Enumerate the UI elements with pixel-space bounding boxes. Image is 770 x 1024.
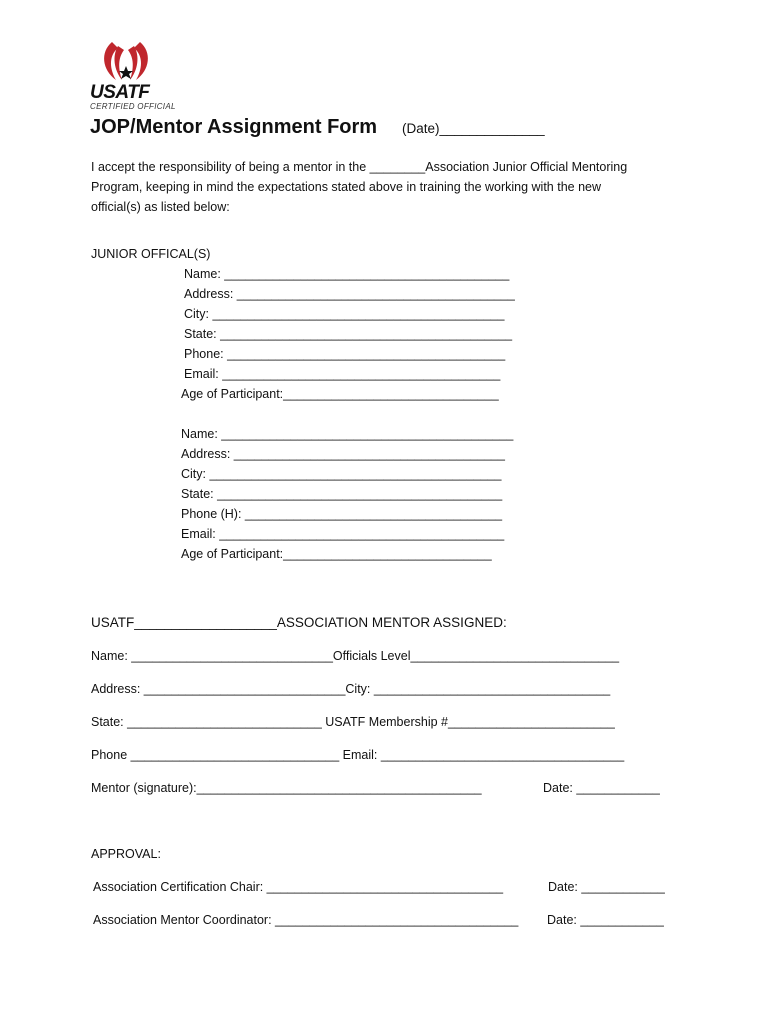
- junior2-state-field[interactable]: State: _________________________________________: [181, 487, 503, 501]
- winged-star-logo-icon: [96, 40, 156, 84]
- junior1-name-field[interactable]: Name: _________________________________________: [184, 267, 510, 281]
- usatf-logo: [88, 40, 176, 114]
- logo-subtitle: CERTIFIED OFFICIAL: [90, 102, 176, 111]
- mentor-phone-email-field[interactable]: Phone ______________________________ Email: ___________________________________: [91, 748, 625, 762]
- junior2-city-field[interactable]: City: __________________________________________: [181, 467, 502, 481]
- intro-line-2: Program, keeping in mind the expectations stated above in training the working with the new: [91, 180, 602, 194]
- junior1-address-field[interactable]: Address: ________________________________________: [184, 287, 515, 301]
- form-title: JOP/Mentor Assignment Form: [90, 116, 378, 138]
- junior1-state-field[interactable]: State: __________________________________________: [184, 327, 513, 341]
- mentor-state-membership-field[interactable]: State: ____________________________ USATF Membership #________________________: [91, 715, 615, 729]
- mentor-coordinator-field[interactable]: Association Mentor Coordinator: ___________________________________: [93, 913, 519, 927]
- mentor-name-level-field[interactable]: Name: _____________________________Officials Level______________________________: [91, 649, 620, 663]
- junior2-phone-field[interactable]: Phone (H): _____________________________________: [181, 507, 503, 521]
- date-field[interactable]: (Date)______________: [402, 121, 545, 136]
- junior1-phone-field[interactable]: Phone: ________________________________________: [184, 347, 506, 361]
- approval-heading: APPROVAL:: [91, 847, 161, 861]
- junior2-age-field[interactable]: Age of Participant:______________________________: [181, 547, 492, 561]
- junior-officials-heading: JUNIOR OFFICAL(S): [91, 247, 211, 261]
- junior2-email-field[interactable]: Email: _________________________________________: [181, 527, 505, 541]
- junior1-age-field[interactable]: Age of Participant:_______________________________: [181, 387, 499, 401]
- mentor-signature-field[interactable]: Mentor (signature):_________________________________________: [91, 781, 482, 795]
- mentor-address-city-field[interactable]: Address: _____________________________City: __________________________________: [91, 682, 611, 696]
- logo-wordmark: USATF: [90, 82, 150, 103]
- junior1-email-field[interactable]: Email: ________________________________________: [184, 367, 501, 381]
- junior2-name-field[interactable]: Name: __________________________________________: [181, 427, 514, 441]
- intro-line-3: official(s) as listed below:: [91, 200, 230, 214]
- mentor-coordinator-date-field[interactable]: Date: ____________: [547, 913, 664, 927]
- certification-chair-field[interactable]: Association Certification Chair: __________________________________: [93, 880, 504, 894]
- junior2-address-field[interactable]: Address: _______________________________________: [181, 447, 505, 461]
- mentor-date-field[interactable]: Date: ____________: [543, 781, 660, 795]
- mentor-heading: USATF___________________ASSOCIATION MENTOR ASSIGNED:: [91, 615, 507, 630]
- intro-line-1: I accept the responsibility of being a mentor in the ________Association Junior Official Mentoring: [91, 160, 628, 174]
- junior1-city-field[interactable]: City: __________________________________________: [184, 307, 505, 321]
- certification-chair-date-field[interactable]: Date: ____________: [548, 880, 665, 894]
